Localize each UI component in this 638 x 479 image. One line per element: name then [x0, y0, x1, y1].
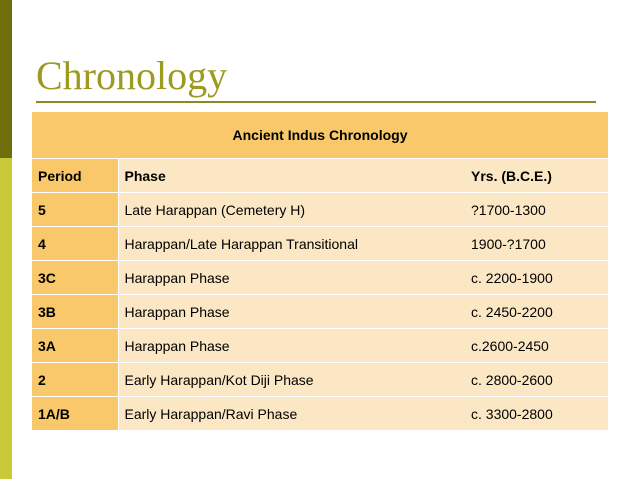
period-cell: 3A — [32, 329, 118, 363]
years-cell: c. 2450-2200 — [465, 295, 608, 329]
phase-cell: Harappan Phase — [118, 295, 465, 329]
period-cell: 1A/B — [32, 397, 118, 431]
chronology-table — [32, 112, 608, 431]
table-row — [32, 329, 608, 363]
phase-cell: Harappan Phase — [118, 261, 465, 295]
period-cell: 4 — [32, 227, 118, 261]
slide-title: Chronology — [36, 53, 228, 98]
years-cell: c. 2200-1900 — [465, 261, 608, 295]
period-cell: 5 — [32, 193, 118, 227]
table-row — [32, 227, 608, 261]
phase-cell: Early Harappan/Ravi Phase — [118, 397, 465, 431]
accent-bar-dark — [0, 0, 12, 158]
column-header-phase: Phase — [118, 159, 465, 193]
years-cell: c. 3300-2800 — [465, 397, 608, 431]
period-cell: 3C — [32, 261, 118, 295]
phase-cell: Harappan Phase — [118, 329, 465, 363]
table-header-row — [32, 159, 608, 193]
years-cell: 1900-?1700 — [465, 227, 608, 261]
table-row — [32, 261, 608, 295]
years-cell: c.2600-2450 — [465, 329, 608, 363]
column-header-years: Yrs. (B.C.E.) — [465, 159, 608, 193]
table-row — [32, 397, 608, 431]
column-header-period: Period — [32, 159, 118, 193]
period-cell: 3B — [32, 295, 118, 329]
years-cell: c. 2800-2600 — [465, 363, 608, 397]
table-caption: Ancient Indus Chronology — [32, 112, 608, 159]
period-cell: 2 — [32, 363, 118, 397]
years-cell: ?1700-1300 — [465, 193, 608, 227]
table-row — [32, 193, 608, 227]
table-caption-row — [32, 112, 608, 159]
chronology-table-container — [32, 112, 608, 431]
phase-cell: Late Harappan (Cemetery H) — [118, 193, 465, 227]
table-row — [32, 295, 608, 329]
phase-cell: Early Harappan/Kot Diji Phase — [118, 363, 465, 397]
accent-bar-light — [0, 158, 12, 479]
table-row — [32, 363, 608, 397]
title-divider — [36, 101, 596, 103]
phase-cell: Harappan/Late Harappan Transitional — [118, 227, 465, 261]
